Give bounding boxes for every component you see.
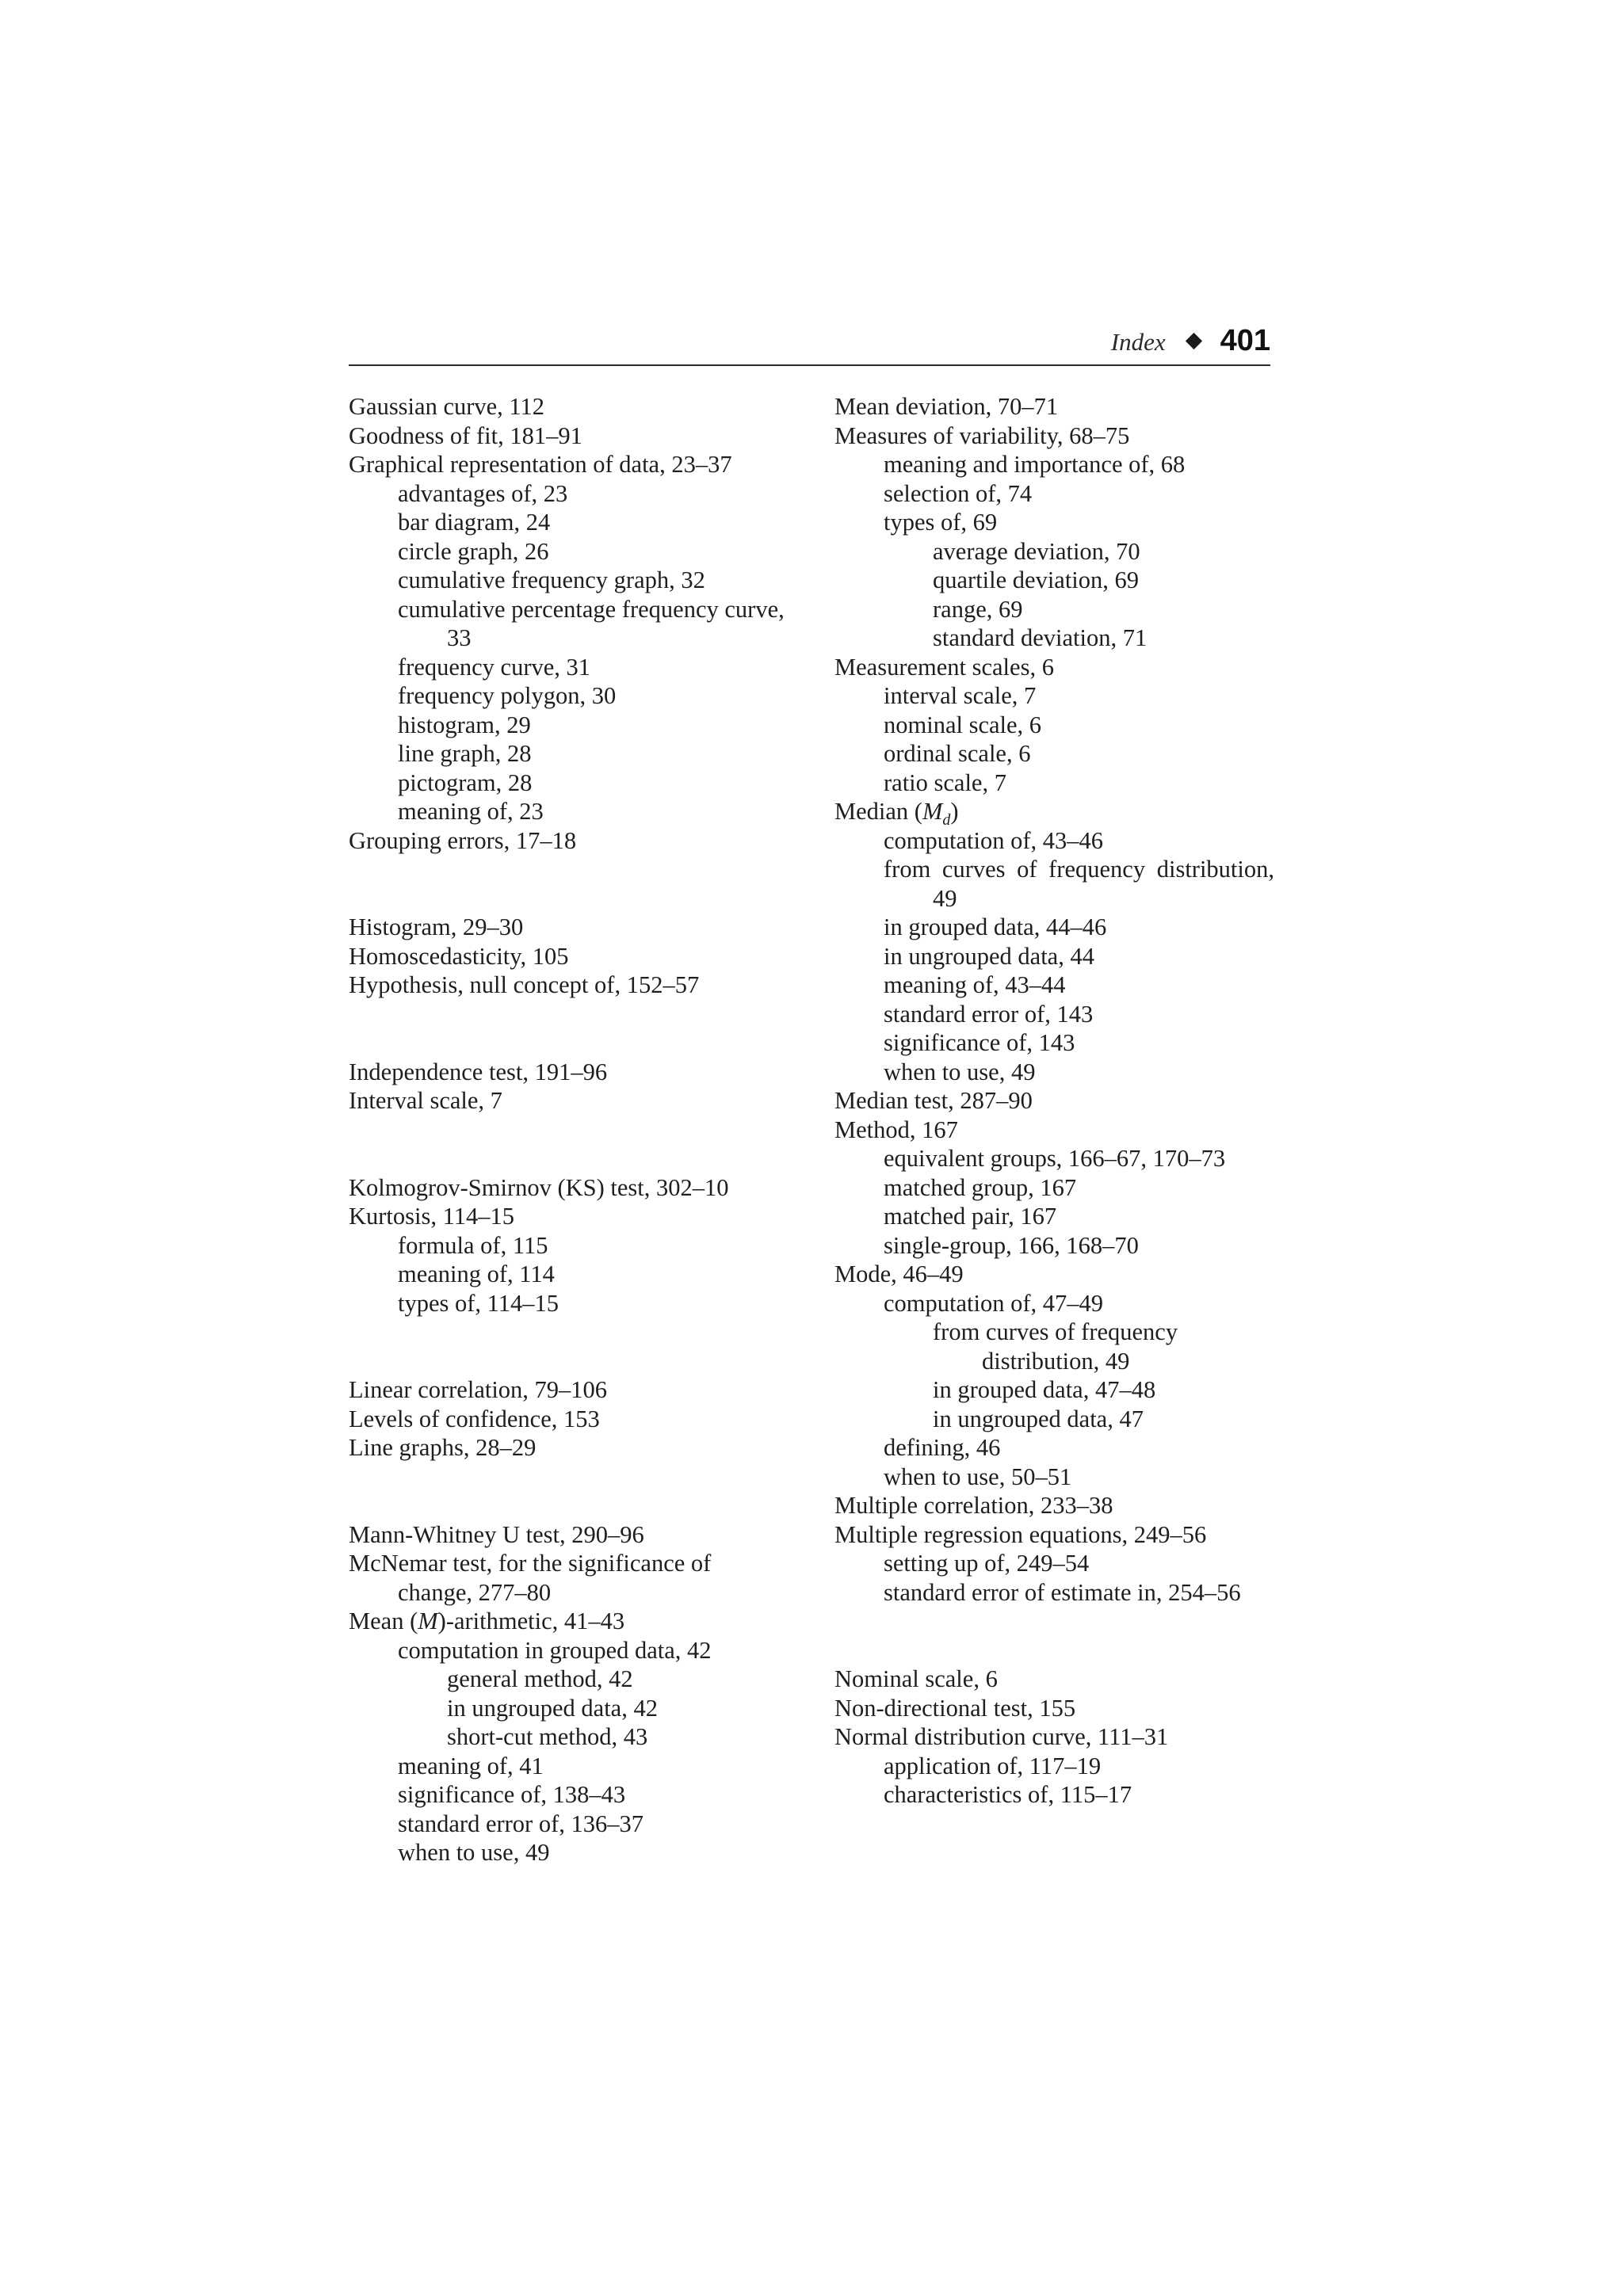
index-subentry: in grouped data, 44–46 <box>884 913 1107 940</box>
index-entry: Multiple regression equations, 249–56 <box>834 1520 1207 1548</box>
index-entry: Method, 167 <box>834 1116 958 1143</box>
index-subentry: selection of, 74 <box>884 479 1033 507</box>
index-subentry: meaning of, 114 <box>398 1261 555 1287</box>
index-subentry: interval scale, 7 <box>884 682 1037 709</box>
index-entry: Nominal scale, 6 <box>834 1665 998 1692</box>
index-subentry: in grouped data, 47–48 <box>933 1376 1156 1403</box>
index-subentry: bar diagram, 24 <box>398 509 551 536</box>
index-entry: Homoscedasticity, 105 <box>349 942 569 970</box>
index-entry: Kurtosis, 114–15 <box>349 1203 514 1230</box>
index-subentry: when to use, 50–51 <box>884 1463 1072 1490</box>
index-entry: Median test, 287–90 <box>834 1087 1033 1114</box>
index-subentry: single-group, 166, 168–70 <box>884 1231 1139 1259</box>
index-subentry: circle graph, 26 <box>398 537 549 565</box>
index-column-left <box>349 392 789 1867</box>
index-entry: Grouping errors, 17–18 <box>349 826 577 854</box>
index-subentry: line graph, 28 <box>398 740 532 767</box>
index-subentry: standard error of, 143 <box>884 1000 1094 1028</box>
index-entry: Line graphs, 28–29 <box>349 1434 537 1461</box>
index-letter-gap <box>349 1116 789 1173</box>
index-letter-gap <box>834 1607 1274 1665</box>
diamond-icon <box>1185 333 1201 349</box>
index-entry: Measures of variability, 68–75 <box>834 421 1130 449</box>
index-subentry: computation of, 47–49 <box>884 1289 1104 1317</box>
index-entry: Linear correlation, 79–106 <box>349 1376 608 1403</box>
index-subentry: computation of, 43–46 <box>884 826 1104 854</box>
index-subentry: application of, 117–19 <box>884 1752 1102 1779</box>
index-subentry: meaning of, 43–44 <box>884 971 1066 998</box>
index-subentry: quartile deviation, 69 <box>933 566 1140 593</box>
index-subentry: in ungrouped data, 44 <box>884 942 1094 970</box>
index-entry: Interval scale, 7 <box>349 1087 502 1114</box>
index-subentry: ratio scale, 7 <box>884 769 1006 796</box>
index-subentry: types of, 114–15 <box>398 1289 559 1317</box>
index-entry: Mann-Whitney U test, 290–96 <box>349 1520 644 1548</box>
index-entry: Kolmogrov-Smirnov (KS) test, 302–10 <box>349 1173 729 1201</box>
index-subentry: range, 69 <box>933 595 1023 623</box>
index-entry: Levels of confidence, 153 <box>349 1405 600 1432</box>
index-subentry: standard error of estimate in, 254–56 <box>884 1578 1241 1606</box>
index-entry: Independence test, 191–96 <box>349 1058 608 1085</box>
index-subentry: cumulative frequency graph, 32 <box>398 566 705 593</box>
index-entry: Graphical representation of data, 23–37 <box>349 451 732 478</box>
index-subentry: standard deviation, 71 <box>933 624 1148 651</box>
running-head <box>349 325 1270 364</box>
index-entry: Normal distribution curve, 111–31 <box>834 1723 1169 1750</box>
index-subentry: short-cut method, 43 <box>447 1723 648 1750</box>
index-subentry: significance of, 138–43 <box>398 1781 626 1808</box>
index-entry: Mode, 46–49 <box>834 1261 964 1287</box>
index-subentry: general method, 42 <box>447 1665 633 1692</box>
index-subentry: in ungrouped data, 42 <box>447 1694 658 1722</box>
index-entry: Hypothesis, null concept of, 152–57 <box>349 971 700 998</box>
index-subentry: equivalent groups, 166–67, 170–73 <box>884 1145 1226 1172</box>
index-subentry: computation in grouped data, 42 <box>398 1636 712 1664</box>
index-subentry: standard error of, 136–37 <box>398 1810 643 1837</box>
index-subentry: defining, 46 <box>884 1434 1001 1461</box>
index-subentry: from curves of frequency distribution, 49 <box>933 1318 1178 1375</box>
index-subentry: average deviation, 70 <box>933 537 1140 565</box>
index-subentry: meaning of, 41 <box>398 1752 544 1779</box>
index-entry: Gaussian curve, 112 <box>349 393 545 420</box>
index-subentry: histogram, 29 <box>398 711 531 738</box>
index-subentry: formula of, 115 <box>398 1231 548 1259</box>
index-subentry: frequency polygon, 30 <box>398 682 617 709</box>
index-entry: Mean (M)-arithmetic, 41–43 <box>349 1608 625 1634</box>
index-letter-gap <box>349 1318 789 1375</box>
index-subentry: in ungrouped data, 47 <box>933 1405 1144 1432</box>
index-subentry: when to use, 49 <box>398 1839 550 1866</box>
index-entry: Median $(M_d)$ <box>834 798 959 830</box>
running-head-section: Index <box>1110 328 1166 356</box>
index-subentry: cumulative percentage frequency curve, 33 <box>398 595 785 651</box>
index-subentry: nominal scale, 6 <box>884 711 1042 738</box>
index-subentry: setting up of, 249–54 <box>884 1550 1090 1577</box>
index-letter-gap <box>349 1463 789 1520</box>
index-subentry: matched pair, 167 <box>884 1203 1057 1230</box>
index-entry: Goodness of fit, 181–91 <box>349 421 582 449</box>
index-subentry: ordinal scale, 6 <box>884 740 1031 767</box>
index-entry: Non-directional test, 155 <box>834 1694 1076 1722</box>
index-subentry: advantages of, 23 <box>398 479 568 507</box>
index-subentry: characteristics of, 115–17 <box>884 1781 1132 1808</box>
header-rule <box>349 364 1270 366</box>
index-letter-gap <box>349 855 789 913</box>
index-entry: Measurement scales, 6 <box>834 653 1054 681</box>
index-entry: Mean deviation, 70–71 <box>834 393 1059 420</box>
index-subentry: pictogram, 28 <box>398 769 533 796</box>
index-subentry: from curves of frequency distribution, 49 <box>884 856 1274 912</box>
index-subentry: types of, 69 <box>884 509 998 536</box>
index-subentry: frequency curve, 31 <box>398 653 591 681</box>
index-entry: Multiple correlation, 233–38 <box>834 1492 1113 1519</box>
index-column-right <box>834 392 1274 1810</box>
index-entry: Histogram, 29–30 <box>349 913 524 940</box>
index-entry: McNemar test, for the significance of change, 277–80 <box>349 1550 712 1606</box>
index-subentry: significance of, 143 <box>884 1029 1075 1056</box>
index-subentry: when to use, 49 <box>884 1058 1036 1085</box>
page-number: 401 <box>1220 324 1270 357</box>
index-subentry: meaning of, 23 <box>398 798 544 825</box>
index-letter-gap <box>349 1000 789 1058</box>
index-subentry: matched group, 167 <box>884 1173 1077 1201</box>
index-subentry: meaning and importance of, 68 <box>884 451 1186 478</box>
